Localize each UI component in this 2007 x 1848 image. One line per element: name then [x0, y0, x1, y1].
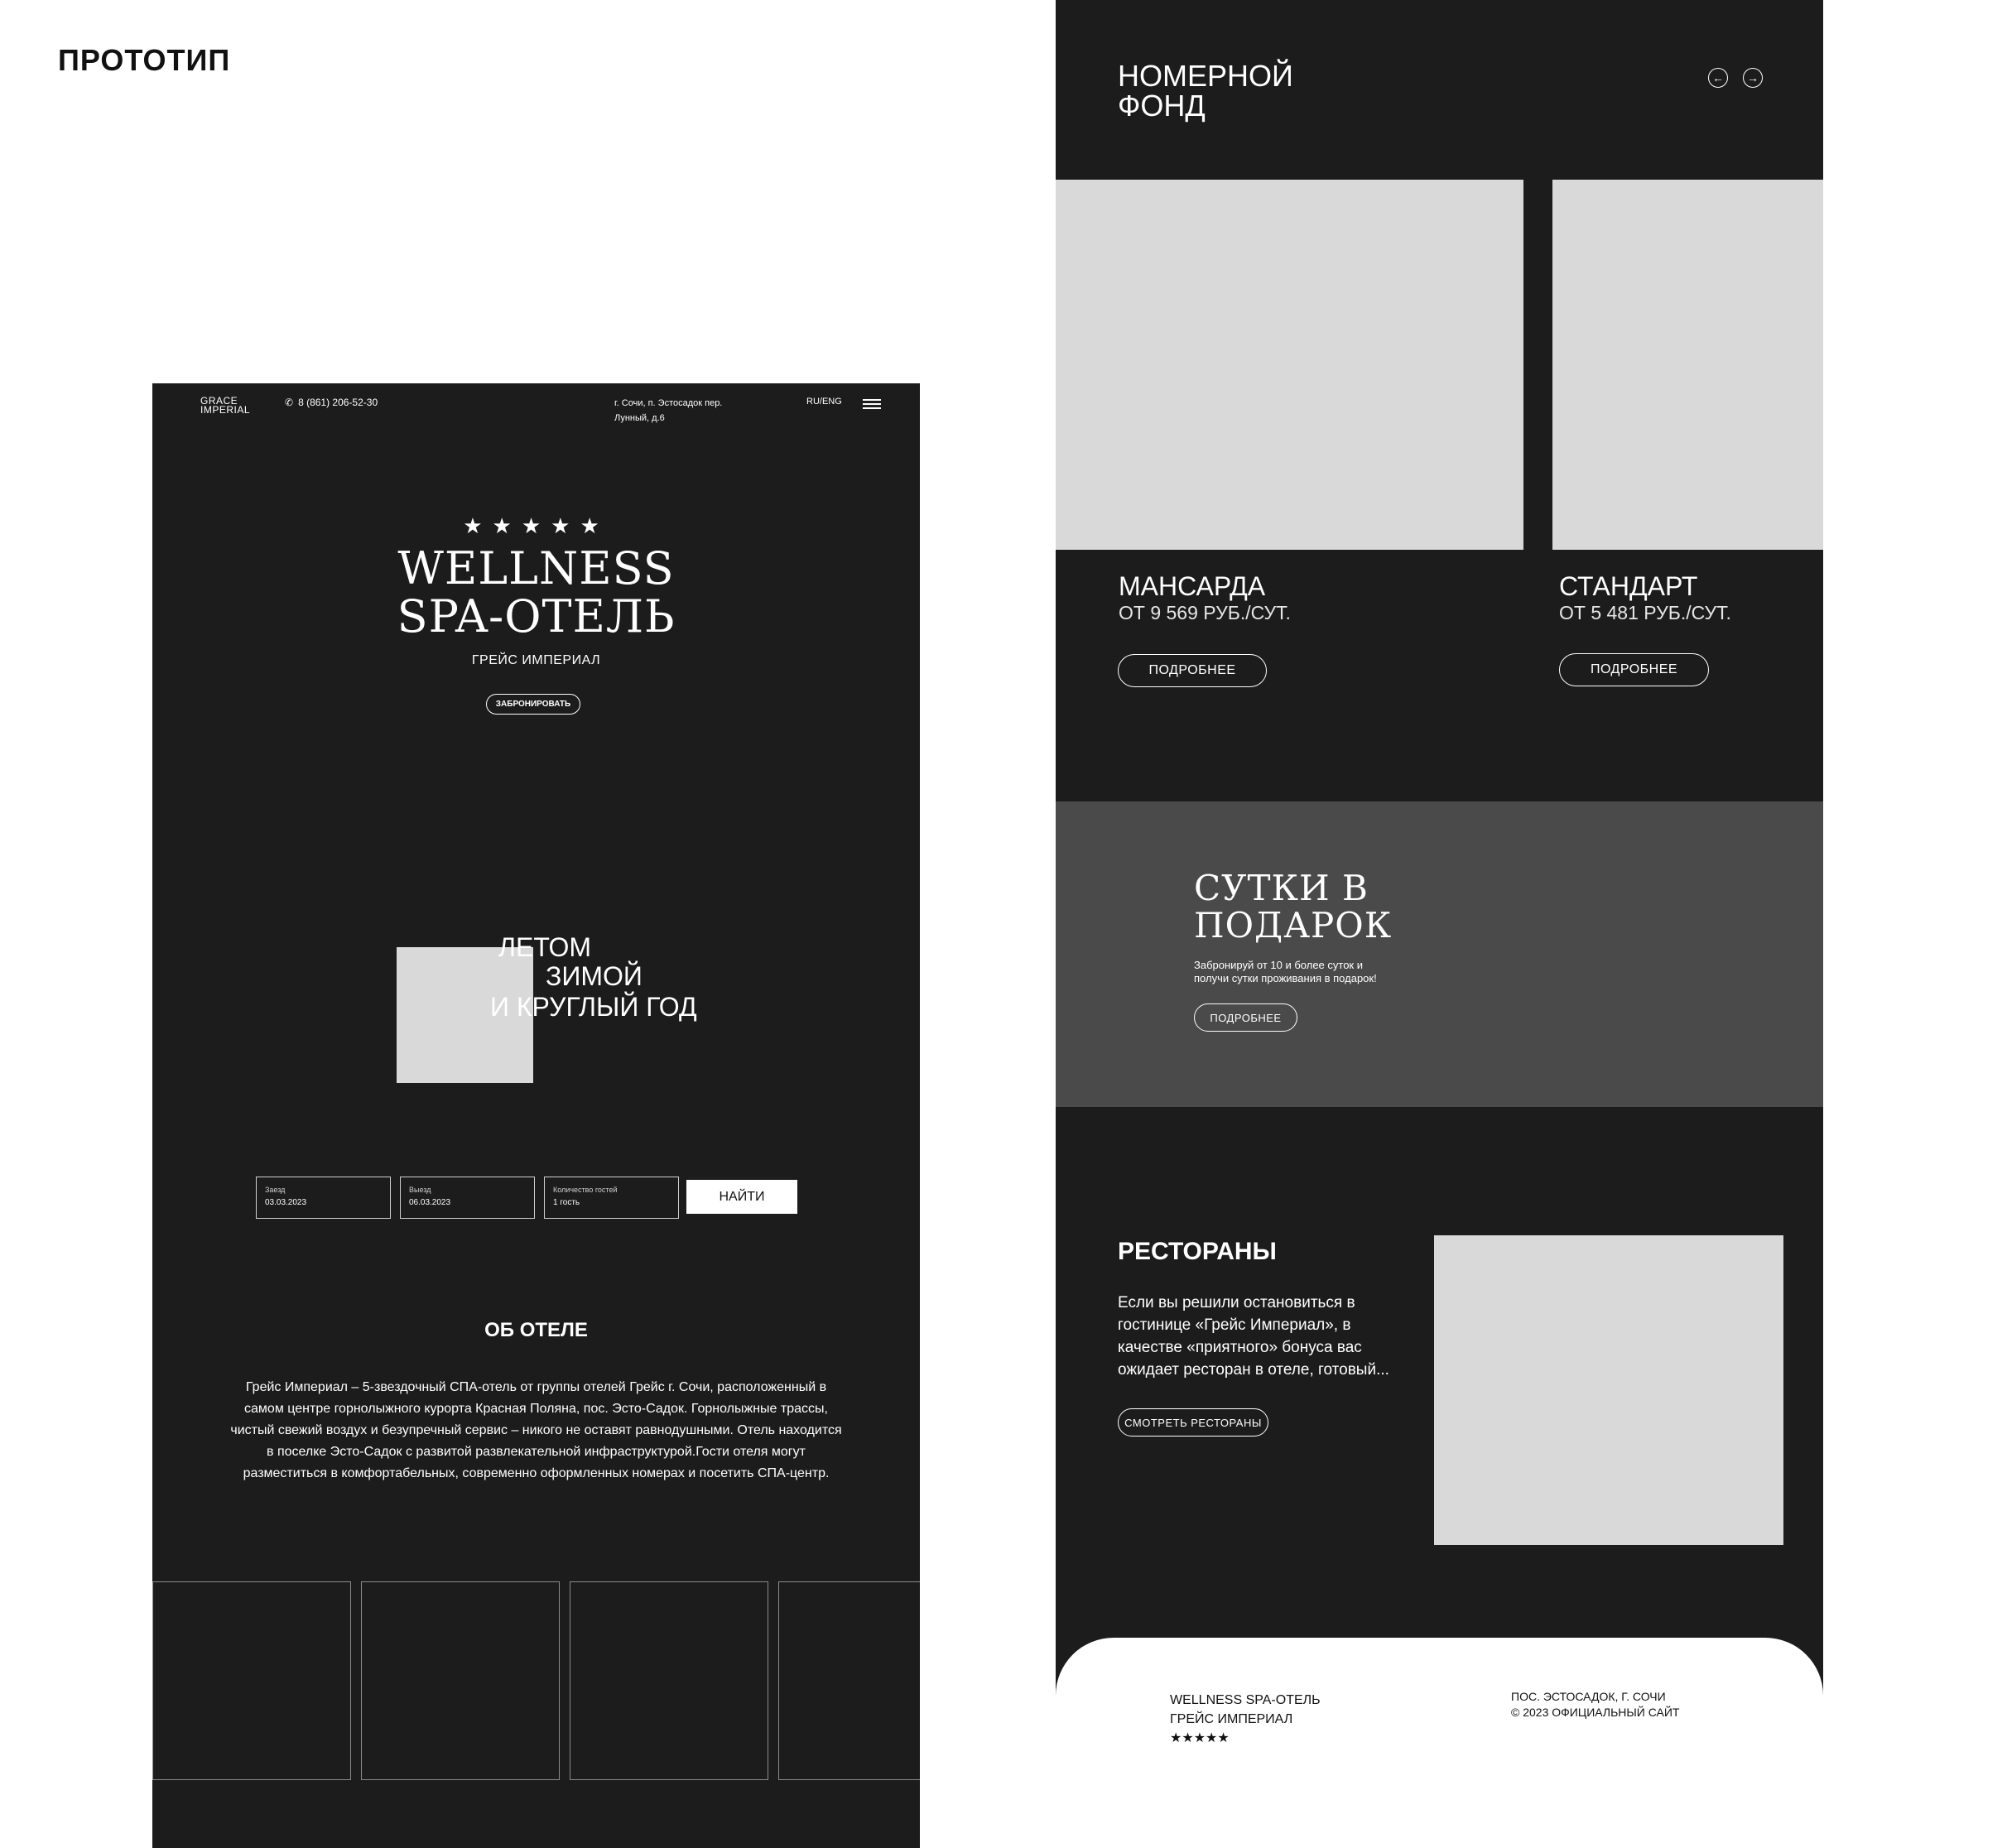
footer-brand-line2: ГРЕЙС ИМПЕРИАЛ	[1170, 1712, 1293, 1726]
phone-number: 8 (861) 206-52-30	[298, 397, 378, 408]
gift-text-line2: получи сутки проживания в подарок!	[1194, 972, 1377, 984]
hero-title-line1: WELLNESS	[397, 542, 675, 594]
about-text: Грейс Империал – 5-звездочный СПА-отель от группы отелей Грейс г. Сочи, расположенный в самом центре горнолыжного курорта Красная Поляна, пос. Эсто-Садок. Горнолыжные трассы, чистый свежий воздух и безупречный сервис – никого не оставят равнодушными. Отель находится в поселке Эсто-Садок с развитой развлекательной инфраструктурой.Гости отеля могут разместиться в комфортабельных, современно оформленных номерах и посетить СПА-центр.	[230, 1380, 842, 1480]
guests-value: 1 гость	[553, 1198, 580, 1207]
room-image-placeholder[interactable]	[1552, 180, 1823, 550]
room-price: ОТ 5 481 РУБ./СУТ.	[1559, 602, 1731, 623]
gift-title-line1: СУТКИ В	[1194, 868, 1369, 908]
hero-title	[152, 542, 920, 642]
home-page-frame	[152, 383, 920, 1848]
gallery-tile[interactable]	[778, 1581, 920, 1780]
gift-text	[1194, 959, 1377, 985]
room-more-button[interactable]: ПОДРОБНЕЕ	[1118, 654, 1267, 687]
gallery-tile[interactable]	[361, 1581, 560, 1780]
room-price: ОТ 9 569 РУБ./СУТ.	[1119, 602, 1291, 623]
season-line1: ЛЕТОМ	[498, 932, 591, 962]
checkin-value: 03.03.2023	[265, 1198, 307, 1207]
season-line2: ЗИМОЙ	[546, 961, 643, 991]
rooms-title-line1: НОМЕРНОЙ	[1118, 59, 1293, 93]
arrow-left-icon[interactable]: ←	[1708, 68, 1728, 88]
gift-banner	[1056, 801, 1823, 1107]
menu-icon[interactable]	[863, 399, 881, 411]
phone-link[interactable]	[285, 397, 378, 408]
board-title: ПРОТОТИП	[58, 43, 231, 77]
about-title: ОБ ОТЕЛЕ	[484, 1319, 588, 1341]
address-line1: г. Сочи, п. Эстосадок пер.	[614, 398, 723, 408]
restaurant-image-placeholder[interactable]	[1434, 1235, 1783, 1545]
season-line3: И КРУГЛЫЙ ГОД	[490, 992, 697, 1022]
footer-stars: ★★★★★	[1170, 1731, 1230, 1745]
gift-text-line1: Забронируй от 10 и более суток и	[1194, 959, 1363, 971]
guests-field[interactable]	[544, 1177, 679, 1219]
book-button[interactable]: ЗАБРОНИРОВАТЬ	[486, 694, 580, 715]
arrow-right-icon[interactable]: →	[1743, 68, 1763, 88]
address	[614, 396, 722, 426]
address-line2: Лунный, д.6	[614, 413, 665, 423]
gift-title	[1194, 869, 1392, 944]
room-image-placeholder[interactable]	[1056, 180, 1523, 550]
gift-title-line2: ПОДАРОК	[1194, 905, 1393, 946]
logo[interactable]	[200, 397, 250, 415]
checkout-field[interactable]	[400, 1177, 535, 1219]
footer-brand	[1170, 1691, 1321, 1748]
hotel-stars: ★★★★★	[463, 513, 609, 538]
restaurants-text: Если вы решили остановиться в гостинице «Грейс Империал», в качестве «приятного» бонуса вас ожидает ресторан в отеле, готовый...	[1118, 1294, 1389, 1379]
checkin-field[interactable]	[256, 1177, 391, 1219]
footer-copyright: © 2023 ОФИЦИАЛЬНЫЙ САЙТ	[1511, 1706, 1680, 1719]
gift-more-button[interactable]: ПОДРОБНЕЕ	[1194, 1003, 1297, 1032]
hero-subtitle: ГРЕЙС ИМПЕРИАЛ	[471, 653, 601, 667]
restaurants-title: РЕСТОРАНЫ	[1118, 1238, 1277, 1265]
logo-line1: GRACE	[200, 395, 238, 407]
gallery-tile[interactable]	[570, 1581, 768, 1780]
footer-brand-line1: WELLNESS SPA-ОТЕЛЬ	[1170, 1693, 1321, 1707]
footer-info	[1511, 1689, 1680, 1720]
footer-address: ПОС. ЭСТОСАДОК, Г. СОЧИ	[1511, 1690, 1666, 1703]
logo-line2: IMPERIAL	[200, 404, 251, 416]
checkout-value: 06.03.2023	[409, 1198, 451, 1207]
rooms-title-line2: ФОНД	[1118, 89, 1206, 123]
room-more-button[interactable]: ПОДРОБНЕЕ	[1559, 653, 1709, 686]
gallery-tile[interactable]	[152, 1581, 351, 1780]
hero-title-line2: SPA-ОТЕЛЬ	[397, 590, 676, 642]
restaurants-button[interactable]: СМОТРЕТЬ РЕСТОРАНЫ	[1118, 1408, 1268, 1437]
room-name: СТАНДАРТ	[1559, 571, 1698, 601]
find-button[interactable]: НАЙТИ	[686, 1180, 797, 1214]
checkout-label: Выезд	[409, 1186, 431, 1194]
phone-icon: ✆	[285, 397, 294, 408]
room-name: МАНСАРДА	[1119, 571, 1266, 601]
rooms-title	[1118, 61, 1293, 121]
checkin-label: Заезд	[265, 1186, 286, 1194]
guests-label: Количество гостей	[553, 1186, 618, 1194]
rooms-page-frame	[1056, 0, 1823, 1848]
language-switch[interactable]: RU/ENG	[806, 397, 842, 407]
